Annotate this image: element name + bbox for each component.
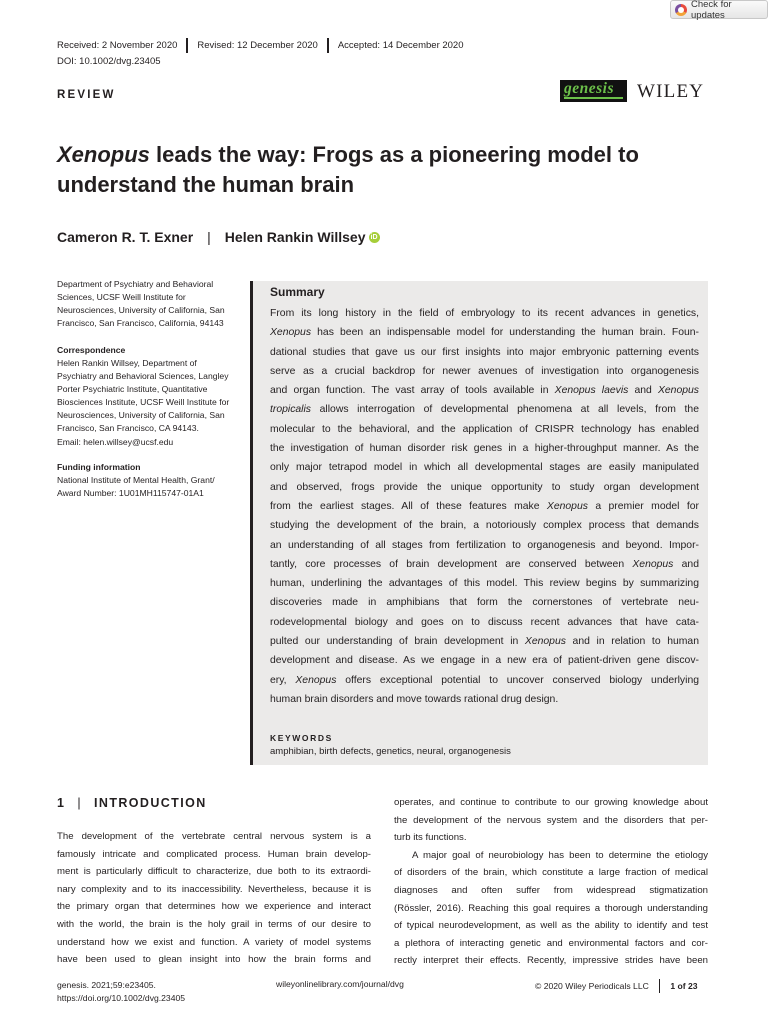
summary-line: molecular to the behavioral, and the application of CRISPR technology has enabled xyxy=(270,423,699,435)
title-rest: leads the way: Frogs as a pioneering model to xyxy=(149,142,639,167)
article-title xyxy=(57,140,707,200)
copyright-text: © 2020 Wiley Periodicals LLC xyxy=(535,981,649,991)
funding-heading: Funding information xyxy=(57,462,141,472)
summary-line: tropicalis allows interrogation of developmental phenomena at all levels, from the xyxy=(270,404,699,416)
affiliation xyxy=(57,278,243,330)
body-line: rectly interpret their effects. Recently, impressive strides have been xyxy=(394,955,708,967)
affiliation-line: Sciences, UCSF Weill Institute for xyxy=(57,292,186,303)
correspondence-line: Francisco, San Francisco, CA 94143. xyxy=(57,423,199,434)
summary-rule xyxy=(250,281,253,765)
body-line: the development of the nervous system and the disorders that per- xyxy=(394,814,708,826)
author-separator: | xyxy=(207,229,211,245)
date-divider xyxy=(186,38,188,53)
journal-url-link[interactable]: wileyonlinelibrary.com/journal/dvg xyxy=(276,979,404,989)
title-italic: Xenopus xyxy=(57,142,150,167)
wiley-logo[interactable]: WILEY xyxy=(637,81,705,102)
correspondence-line: Neurosciences, University of California, San xyxy=(57,410,225,421)
date-divider xyxy=(327,38,329,53)
affiliation-line: Francisco, San Francisco, California, 94143 xyxy=(57,318,224,329)
summary-text xyxy=(270,304,699,709)
summary-line: human brain disorders and move towards rational drug design. xyxy=(270,693,559,705)
summary-line: tantly, core processes of brain development are conserved between Xenopus and xyxy=(270,558,699,570)
body-line: the primary organ that determines how we experience and interact xyxy=(57,901,371,913)
summary-line: only major tetrapod model in which all developmental stages are easily manipulated xyxy=(270,462,699,474)
correspondence-details xyxy=(57,357,243,449)
summary-line: and observed, frogs provide the unique opportunity to study organ development xyxy=(270,481,699,493)
article-dates xyxy=(57,38,464,53)
body-line: nary complexity and to its inaccessibility. Nevertheless, because it is xyxy=(57,883,371,895)
body-line: of disorders of the brain, which constitute a large fraction of medical xyxy=(394,867,708,879)
page-number: 1 of 23 xyxy=(670,981,698,991)
affiliation-line: Neurosciences, University of California, San xyxy=(57,305,225,316)
summary-line: Xenopus has been an indispensable model for understanding the human brain. Foun- xyxy=(270,327,699,339)
summary-line: dational studies that gave us our first insights into major embryonic patterning events xyxy=(270,346,699,358)
summary-line: human, underlining the advantages of this model. This review begins by summarizing xyxy=(270,578,699,590)
keywords-list: amphibian, birth defects, genetics, neural, organogenesis xyxy=(270,746,511,757)
author-willsey[interactable]: Helen Rankin Willsey xyxy=(224,229,366,245)
footer-right xyxy=(535,979,698,993)
section-heading-introduction xyxy=(57,796,207,810)
summary-line: from the earliest stages. All of these features make Xenopus a premier model for xyxy=(270,500,699,512)
footer-divider xyxy=(659,979,661,993)
check-for-updates-label: Check for updates xyxy=(691,0,732,21)
author-list xyxy=(57,229,380,245)
crossmark-icon xyxy=(675,4,687,16)
summary-line: From its long history in the field of embryology to its recent advances in genetics, xyxy=(270,308,699,319)
summary-line: ery, Xenopus offers exceptional potential to uncover conserved biology underlying xyxy=(270,674,699,686)
affiliation-line: Department of Psychiatry and Behavioral xyxy=(57,279,214,289)
body-line: (Rössler, 2016). Reaching this goal requires a thorough understanding xyxy=(394,902,708,914)
funding-line: National Institute of Mental Health, Grant/ xyxy=(57,475,215,485)
correspondence-line: Biosciences Institute, UCSF Weill Institute for xyxy=(57,397,230,408)
summary-line: pulted our understanding of brain development in Xenopus and in relation to human xyxy=(270,636,699,648)
summary-line: serve as a crucial backdrop for newer avenues of investigation into organogenesis xyxy=(270,365,699,377)
citation-text: genesis. 2021;59:e23405. xyxy=(57,980,156,990)
section-number: 1 xyxy=(57,796,66,810)
summary-line: and organ function. The vast array of tools available in Xenopus laevis and Xenopus xyxy=(270,385,699,397)
body-line: The development of the vertebrate central nervous system is a xyxy=(57,831,371,842)
revised-date: Revised: 12 December 2020 xyxy=(197,40,318,51)
correspondence-line: Helen Rankin Willsey, Department of xyxy=(57,358,197,368)
body-line: with the world, the brain is the holy grail in terms of our desire to xyxy=(57,918,371,930)
body-line: a plethora of interacting genetic and environmental factors and cor- xyxy=(394,937,708,949)
correspondence-heading: Correspondence xyxy=(57,345,126,355)
body-line: famously intricate and complicated process. Human brain develop- xyxy=(57,848,371,860)
body-line: operates, and continue to contribute to our growing knowledge about xyxy=(394,797,708,808)
summary-heading: Summary xyxy=(270,285,325,299)
summary-line: development and disease. As we engage in a new era of patient-driven gene discov- xyxy=(270,655,699,667)
footer-citation xyxy=(57,979,185,1005)
summary-line: an understanding of all stages from fertilization to organogenesis and beyond. Impor- xyxy=(270,539,699,551)
received-date: Received: 2 November 2020 xyxy=(57,40,178,51)
correspondence-line: Psychiatry and Behavioral Sciences, Langley xyxy=(57,371,229,382)
funding-details xyxy=(57,474,243,500)
keywords-heading: KEYWORDS xyxy=(270,733,333,743)
summary-line: rodevelopmental biology and goes on to discuss recent advances that have cata- xyxy=(270,616,699,628)
section-separator: | xyxy=(77,796,83,810)
body-line: ment is particularly difficult to characterize, due both to its extraordi- xyxy=(57,866,371,878)
genesis-journal-logo[interactable] xyxy=(560,80,627,102)
genesis-logo-bar xyxy=(564,97,623,99)
section-title: INTRODUCTION xyxy=(94,796,207,810)
article-type: REVIEW xyxy=(57,89,116,101)
body-line: diagnoses and often suffer from widespread stigmatization xyxy=(394,884,708,896)
body-line: have been used to glean insight into how the brain forms and xyxy=(57,954,371,966)
body-line: A major goal of neurobiology has been to determine the etiology xyxy=(412,849,708,861)
article-doi[interactable]: DOI: 10.1002/dvg.23405 xyxy=(57,56,161,67)
body-line: of typical neurodevelopment, as well as the ability to identify and test xyxy=(394,920,708,932)
author-exner[interactable]: Cameron R. T. Exner xyxy=(57,229,194,245)
doi-link[interactable]: https://doi.org/10.1002/dvg.23405 xyxy=(57,993,186,1004)
summary-line: studying the development of the brain, a notoriously complex process that demands xyxy=(270,520,699,532)
correspondence-line: Porter Psychiatric Institute, Quantitative xyxy=(57,384,208,395)
summary-line: discoveries made in amphibians that form the cornerstones of vertebrate neu- xyxy=(270,597,699,609)
orcid-icon[interactable]: iD xyxy=(370,233,378,241)
body-column-right xyxy=(394,794,708,970)
title-line-2: understand the human brain xyxy=(57,172,355,197)
genesis-logo-text: genesis xyxy=(564,80,614,97)
check-for-updates-button[interactable] xyxy=(670,0,768,19)
correspondence-email[interactable]: Email: helen.willsey@ucsf.edu xyxy=(57,436,174,447)
body-line: understand how we exist and function. A variety of model systems xyxy=(57,936,371,948)
summary-line: the investigation of human disorder risk genes in a higher-throughput manner. As the xyxy=(270,443,699,455)
body-line: turb its functions. xyxy=(394,832,467,844)
title-line-1 xyxy=(57,140,707,170)
accepted-date: Accepted: 14 December 2020 xyxy=(337,40,464,51)
body-column-left xyxy=(57,828,371,969)
funding-line: Award Number: 1U01MH115747-01A1 xyxy=(57,488,204,499)
